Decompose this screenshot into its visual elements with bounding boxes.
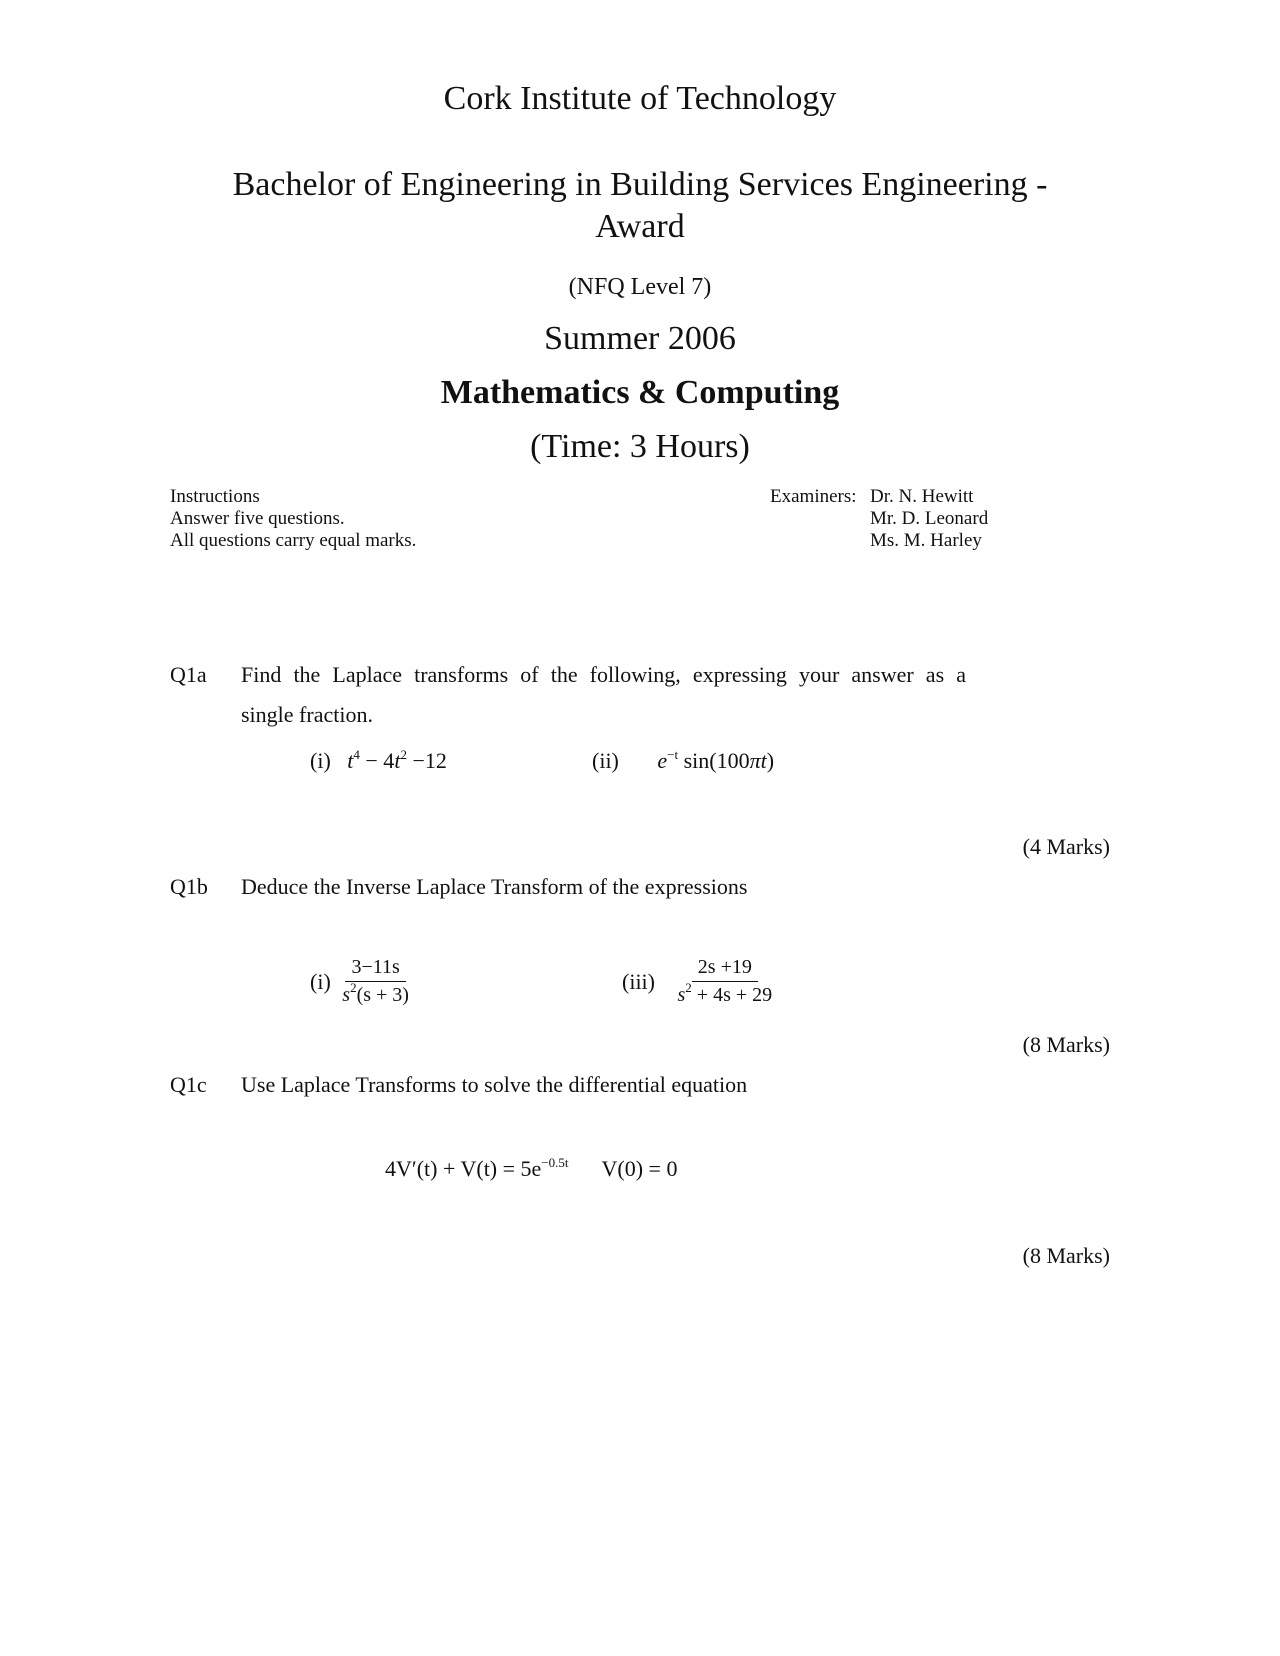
examiner-name: Mr. D. Leonard xyxy=(870,508,989,529)
math-op: ) xyxy=(766,748,775,773)
question-label-q1b: Q1b xyxy=(170,874,208,899)
math-op: −12 xyxy=(406,748,447,773)
programme-title-line1: Bachelor of Engineering in Building Services Engineering - xyxy=(232,166,1048,203)
programme-title-line2: Award xyxy=(595,208,685,245)
q1c-marks: (8 Marks) xyxy=(1022,1243,1110,1268)
subject-title: Mathematics & Computing xyxy=(440,374,840,411)
examiner-name: Ms. M. Harley xyxy=(870,530,982,551)
part-number: (ii) xyxy=(592,748,619,773)
q1b-part-iii xyxy=(622,956,778,1007)
math-expr: + 4s + 29 xyxy=(691,984,773,1006)
q1a-text-line1: Find the Laplace transforms of the following, expressing your answer as a xyxy=(241,662,966,687)
fraction-numerator: 2s +19 xyxy=(692,956,758,982)
math-var: t xyxy=(347,748,354,773)
math-expr: (s + 3) xyxy=(356,984,409,1006)
math-var: πt xyxy=(749,748,767,773)
math-func: sin(100 xyxy=(678,748,750,773)
part-number: (i) xyxy=(310,748,331,773)
instructions-heading: Instructions xyxy=(170,486,260,507)
math-exponent: 4 xyxy=(353,747,360,762)
q1b-text: Deduce the Inverse Laplace Transform of the expressions xyxy=(241,874,748,899)
fraction-numerator: 3−11s xyxy=(345,956,405,982)
math-exponent: −0.5t xyxy=(541,1155,569,1170)
fraction xyxy=(672,956,779,1007)
equation-lhs: 4V′(t) + V(t) = 5e xyxy=(385,1156,542,1181)
q1a-marks: (4 Marks) xyxy=(1022,834,1110,859)
math-exponent: 2 xyxy=(400,747,407,762)
part-number: (i) xyxy=(310,968,331,994)
math-var: s xyxy=(677,984,686,1006)
q1b-part-i xyxy=(310,956,415,1007)
initial-condition: V(0) = 0 xyxy=(601,1156,678,1181)
examiners-label: Examiners: xyxy=(770,486,857,507)
instructions-block xyxy=(170,486,416,552)
math-op: − 4 xyxy=(359,748,395,773)
q1b-marks: (8 Marks) xyxy=(1022,1032,1110,1057)
q1a-part-i xyxy=(310,748,447,774)
instruction-line: Answer five questions. xyxy=(170,508,345,529)
q1a-part-ii xyxy=(592,748,774,774)
fraction-denominator xyxy=(336,982,415,1007)
instruction-line: All questions carry equal marks. xyxy=(170,530,417,551)
q1c-equation xyxy=(385,1156,677,1182)
math-var: e xyxy=(657,748,668,773)
institution-title: Cork Institute of Technology xyxy=(443,80,837,117)
q1c-text: Use Laplace Transforms to solve the differential equation xyxy=(241,1072,748,1097)
math-exponent: 2 xyxy=(350,980,357,995)
question-label-q1a: Q1a xyxy=(170,662,207,687)
fraction xyxy=(336,956,415,1007)
math-var: t xyxy=(394,748,401,773)
fraction-denominator xyxy=(672,982,779,1007)
examiners-list xyxy=(870,486,988,552)
examiner-name: Dr. N. Hewitt xyxy=(870,486,974,507)
q1a-text-line2: single fraction. xyxy=(241,702,373,727)
exam-session: Summer 2006 xyxy=(544,320,736,357)
math-exponent: 2 xyxy=(685,980,692,995)
question-label-q1c: Q1c xyxy=(170,1072,207,1097)
exam-duration: (Time: 3 Hours) xyxy=(530,428,750,465)
math-exponent: −t xyxy=(667,747,679,762)
part-number: (iii) xyxy=(622,968,655,994)
math-var: s xyxy=(342,984,351,1006)
nfq-level: (NFQ Level 7) xyxy=(568,274,712,300)
